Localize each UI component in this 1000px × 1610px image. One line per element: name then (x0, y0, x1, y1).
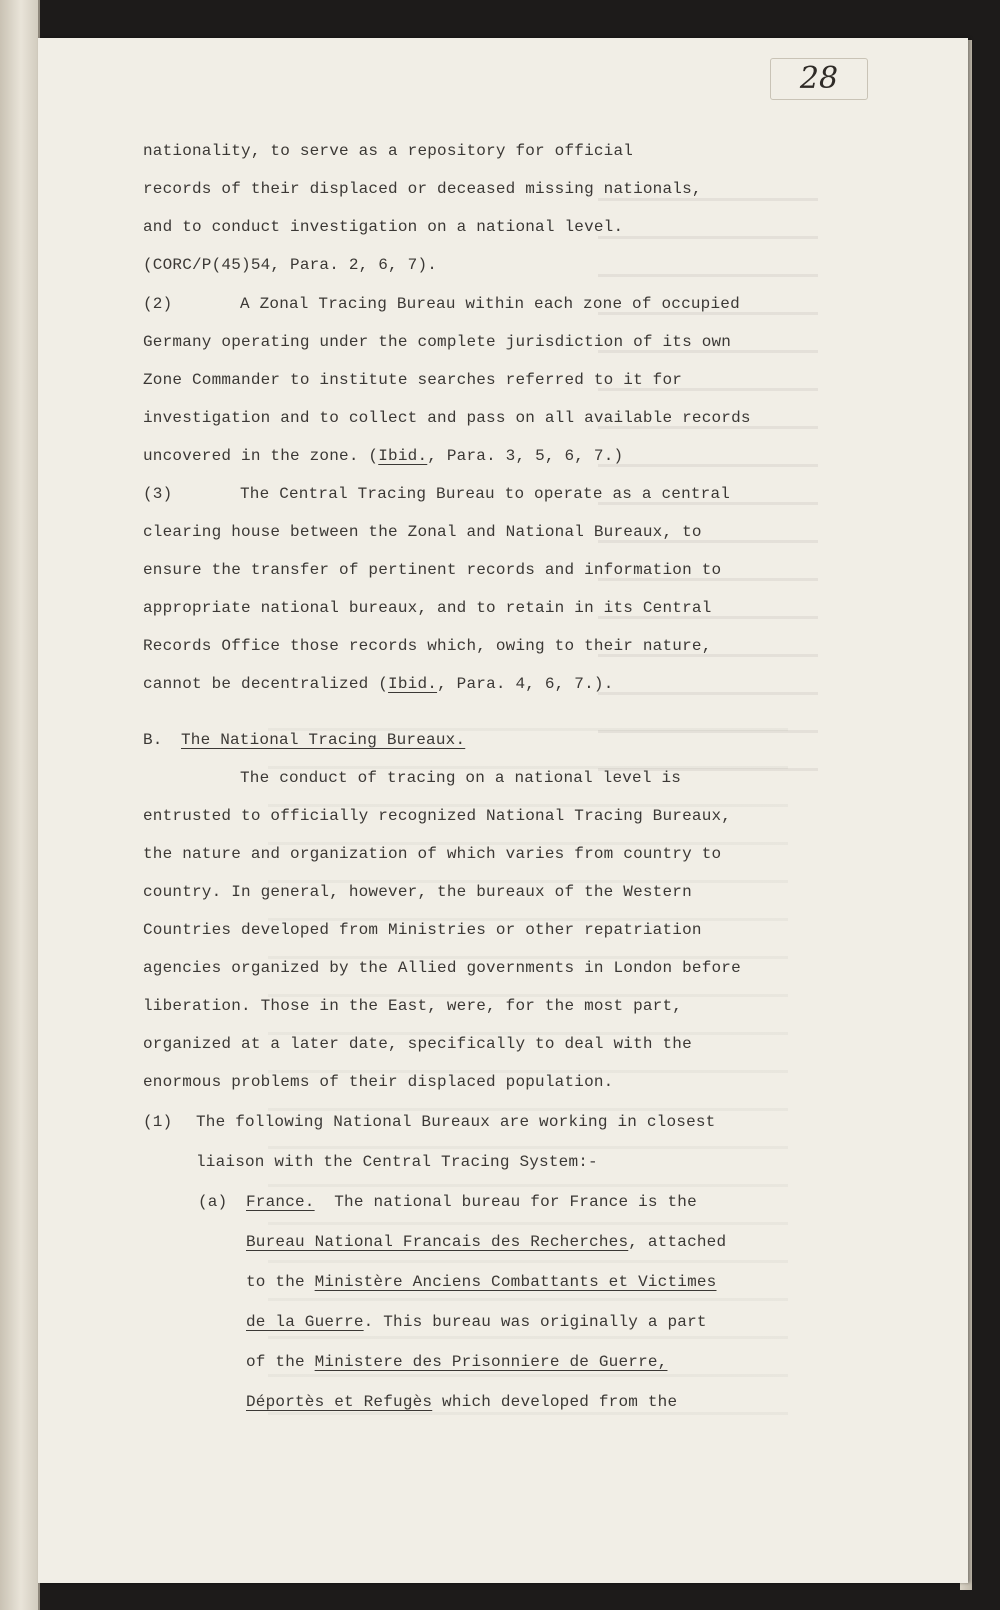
page-number: 28 (770, 58, 868, 100)
sub-item-letter: (a) (198, 1193, 228, 1211)
document-page (38, 38, 968, 1583)
text-segment: The national bureau for France is the (334, 1193, 697, 1211)
text-line (246, 1232, 726, 1252)
ministry-name: Déportès et Refugès (246, 1393, 433, 1411)
text-line: A Zonal Tracing Bureau within each zone of occupied (240, 295, 740, 313)
text-segment: , Para. 4, 6, 7.). (437, 675, 614, 693)
section-letter: B. (143, 731, 163, 749)
text-line: and to conduct investigation on a national level. (143, 218, 624, 236)
text-line: The Central Tracing Bureau to operate as a central (240, 485, 731, 503)
ministry-name: Ministère Anciens Combattants et Victimes (314, 1273, 717, 1291)
text-line: ensure the transfer of pertinent records and information to (143, 561, 722, 579)
text-line: clearing house between the Zonal and National Bureaux, to (143, 523, 702, 541)
text-line (246, 1392, 677, 1412)
section-heading: The National Tracing Bureaux. (181, 731, 466, 749)
text-line: appropriate national bureaux, and to retain in its Central (143, 599, 712, 617)
text-segment: to the (246, 1273, 315, 1291)
text-segment: uncovered in the zone. ( (143, 447, 379, 465)
text-line: agencies organized by the Allied governments in London before (143, 959, 741, 977)
underlined-reference: Ibid. (378, 447, 428, 465)
bureau-name: Bureau National Francais des Recherches (246, 1233, 629, 1251)
text-line: liaison with the Central Tracing System:- (196, 1153, 598, 1171)
text-line (246, 1312, 707, 1332)
text-line (246, 1192, 697, 1212)
text-line: investigation and to collect and pass on all available records (143, 409, 751, 427)
text-line: enormous problems of their displaced population. (143, 1073, 614, 1091)
text-segment: of the (246, 1353, 315, 1371)
country-heading: France. (246, 1193, 315, 1211)
text-line: liberation. Those in the East, were, for the most part, (143, 997, 683, 1015)
item-number: (3) (143, 485, 173, 503)
text-line (246, 1272, 717, 1292)
text-line (143, 446, 623, 466)
text-line: Zone Commander to institute searches referred to it for (143, 371, 683, 389)
text-line: records of their displaced or deceased missing nationals, (143, 180, 702, 198)
text-line (143, 674, 614, 694)
item-number: (2) (143, 295, 173, 313)
text-segment: cannot be decentralized ( (143, 675, 389, 693)
text-line: The conduct of tracing on a national level is (240, 769, 682, 787)
text-line: country. In general, however, the bureaux of the Western (143, 883, 692, 901)
item-number: (1) (143, 1113, 173, 1131)
text-line: Germany operating under the complete jurisdiction of its own (143, 333, 732, 351)
text-segment: , Para. 3, 5, 6, 7.) (427, 447, 624, 465)
text-segment: . This bureau was originally a part (363, 1313, 707, 1331)
text-line: Countries developed from Ministries or other repatriation (143, 921, 702, 939)
text-line: the nature and organization of which varies from country to (143, 845, 722, 863)
text-line (246, 1352, 667, 1372)
text-segment: which developed from the (432, 1393, 678, 1411)
text-line: The following National Bureaux are working in closest (196, 1113, 716, 1131)
citation-line: (CORC/P(45)54, Para. 2, 6, 7). (143, 256, 438, 274)
book-binding (0, 0, 40, 1610)
ministry-name: Ministere des Prisonniere de Guerre, (314, 1353, 668, 1371)
text-line: nationality, to serve as a repository for official (143, 142, 634, 160)
text-line: organized at a later date, specifically to deal with the (143, 1035, 692, 1053)
text-line: Records Office those records which, owing to their nature, (143, 637, 712, 655)
text-line: entrusted to officially recognized National Tracing Bureaux, (143, 807, 732, 825)
underlined-reference: Ibid. (388, 675, 438, 693)
ministry-name: de la Guerre (246, 1313, 364, 1331)
text-segment: , attached (628, 1233, 727, 1251)
